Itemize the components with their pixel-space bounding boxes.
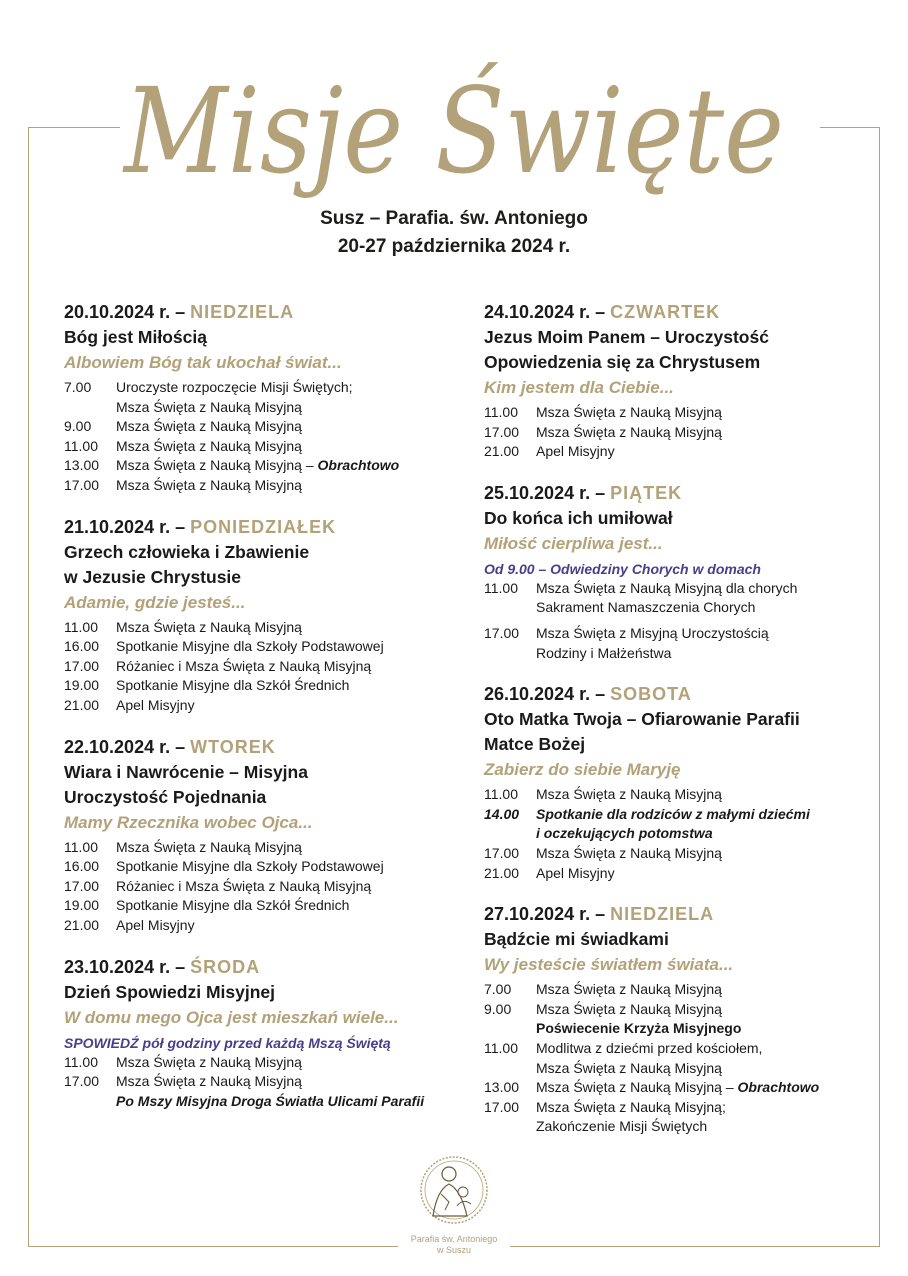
page-title-text: Misje Święte <box>122 62 784 200</box>
schedule-row <box>64 618 464 638</box>
event-time: 14.00 <box>484 805 520 822</box>
day-heading <box>64 734 464 760</box>
event-continuation: Rodziny i Małżeństwa <box>536 644 672 661</box>
event-time: 11.00 <box>64 437 98 454</box>
event-description <box>536 1098 884 1118</box>
event-continuation: Zakończenie Misji Świętych <box>536 1118 708 1135</box>
schedule-row <box>484 980 884 1000</box>
day-motto: Adamie, gdzie jesteś... <box>64 592 246 612</box>
event-time: 17.00 <box>484 844 520 861</box>
day-motto: Albowiem Bóg tak ukochał świat... <box>64 353 342 372</box>
schedule-day-section <box>484 681 884 883</box>
day-heading <box>484 480 884 506</box>
event-time: 17.00 <box>484 624 520 641</box>
logo-caption-line2: w Suszu <box>436 1245 471 1255</box>
day-name: ŚRODA <box>190 956 261 977</box>
day-motto: Zabierz do siebie Maryję <box>484 760 681 780</box>
event-text: Apel Misyjny <box>116 916 195 933</box>
parish-logo-caption <box>354 1234 554 1256</box>
day-motto: Mamy Rzecznika wobec Ojca... <box>64 812 313 832</box>
event-time: 21.00 <box>484 443 520 460</box>
event-text: Msza Święta z Nauką Misyjną <box>536 423 722 440</box>
day-motto: W domu mego Ojca jest mieszkań wiele... <box>64 1007 399 1027</box>
event-time: 17.00 <box>484 423 520 440</box>
day-date: 23.10.2024 r. – <box>64 956 191 977</box>
frame-bottom-right <box>510 1246 880 1247</box>
schedule-row <box>484 403 884 423</box>
event-description <box>536 864 884 884</box>
event-description <box>116 637 464 657</box>
event-time: 21.00 <box>64 916 100 933</box>
schedule-row <box>484 864 884 884</box>
frame-bottom-left <box>28 1246 398 1247</box>
event-description <box>536 442 884 462</box>
event-text: Różaniec i Msza Święta z Nauką Misyjną <box>116 877 372 894</box>
event-text: Msza Święta z Nauką Misyjną <box>536 786 722 803</box>
event-text: Msza Święta z Nauką Misyjną <box>116 437 302 454</box>
schedule-day-section <box>484 480 884 663</box>
event-time: 9.00 <box>64 418 92 435</box>
day-name: NIEDZIELA <box>610 904 715 925</box>
event-time: 17.00 <box>64 877 100 894</box>
schedule-row <box>64 437 464 457</box>
event-time: 17.00 <box>64 1073 100 1090</box>
event-description <box>116 676 464 696</box>
schedule-day-section <box>484 299 884 462</box>
day-name: PIĄTEK <box>610 482 683 503</box>
event-description <box>116 437 464 457</box>
schedule-row <box>64 456 464 476</box>
schedule-row <box>484 785 884 805</box>
event-description <box>116 378 464 398</box>
event-text: Apel Misyjny <box>116 696 195 713</box>
schedule-row <box>64 378 464 398</box>
event-time: 16.00 <box>64 638 100 655</box>
day-date: 24.10.2024 r. – <box>484 302 611 322</box>
subtitle-dates: 20-27 października 2024 r. <box>337 236 571 257</box>
event-time: 19.00 <box>64 677 100 694</box>
day-heading <box>484 681 884 707</box>
event-time: 9.00 <box>484 1000 512 1017</box>
schedule-row <box>64 838 464 858</box>
event-time: 17.00 <box>484 1098 520 1115</box>
event-description <box>536 1000 884 1020</box>
schedule-row <box>484 442 884 462</box>
event-description <box>536 980 884 1000</box>
event-description <box>116 1072 464 1092</box>
event-text: Msza Święta z Nauką Misyjną – <box>536 1079 738 1096</box>
day-name: WTOREK <box>190 736 276 757</box>
event-description <box>116 696 464 716</box>
day-theme: Wiara i Nawrócenie – Misyjna <box>64 761 308 782</box>
event-text: Apel Misyjny <box>536 443 615 460</box>
schedule-row <box>484 1000 884 1020</box>
schedule-row <box>64 417 464 437</box>
event-text: Msza Święta z Nauką Misyjną; <box>536 1098 726 1115</box>
event-time: 11.00 <box>64 838 98 855</box>
day-motto: Miłość cierpliwa jest... <box>484 533 663 553</box>
day-date: 21.10.2024 r. – <box>64 516 191 537</box>
event-text: Msza Święta z Nauką Misyjną <box>536 404 722 420</box>
day-heading <box>64 954 464 980</box>
event-description <box>536 844 884 864</box>
event-description <box>116 618 464 638</box>
event-time: 11.00 <box>484 1039 518 1056</box>
schedule-row <box>484 1039 884 1059</box>
event-time: 7.00 <box>64 379 92 395</box>
saint-anthony-seal-icon <box>419 1150 489 1232</box>
event-time: 11.00 <box>484 579 518 596</box>
schedule-row <box>64 676 464 696</box>
schedule-day-section <box>64 954 464 1112</box>
schedule-day-section <box>484 901 884 1137</box>
event-text: Spotkanie Misyjne dla Szkoły Podstawowej <box>116 638 384 655</box>
day-name: CZWARTEK <box>610 302 721 322</box>
frame-left <box>28 127 29 1247</box>
day-theme: Do końca ich umiłował <box>484 507 673 528</box>
schedule-row <box>64 637 464 657</box>
event-description <box>116 857 464 877</box>
event-text: Spotkanie Misyjne dla Szkoły Podstawowej <box>116 858 384 875</box>
event-description <box>116 456 464 476</box>
schedule-row <box>64 1072 464 1092</box>
event-continuation: Msza Święta z Nauką Misyjną <box>116 398 302 415</box>
event-text: Msza Święta z Nauką Misyjną <box>116 618 302 635</box>
schedule-row <box>484 1098 884 1118</box>
event-time: 21.00 <box>64 696 100 713</box>
event-location: Obrachtowo <box>737 1079 820 1096</box>
event-text: Modlitwa z dziećmi przed kościołem, <box>536 1039 763 1056</box>
event-description <box>536 1078 884 1098</box>
schedule-row <box>484 423 884 443</box>
day-name: SOBOTA <box>610 684 692 705</box>
event-description <box>116 657 464 677</box>
event-description <box>536 403 884 423</box>
day-motto: Kim jestem dla Ciebie... <box>484 378 674 397</box>
event-description <box>116 896 464 916</box>
left-column <box>64 299 464 1129</box>
page-title <box>100 22 808 212</box>
day-theme: Matce Bożej <box>484 734 586 755</box>
schedule-row <box>64 657 464 677</box>
schedule-day-section <box>64 299 464 496</box>
day-heading <box>64 514 464 540</box>
event-text: Msza Święta z Nauką Misyjną <box>116 838 302 855</box>
event-time: 17.00 <box>64 476 100 493</box>
event-time: 13.00 <box>484 1079 520 1096</box>
event-text: Różaniec i Msza Święta z Nauką Misyjną <box>116 657 372 674</box>
event-description <box>536 1039 884 1059</box>
day-note: SPOWIEDŹ pół godziny przed każdą Mszą Świętą <box>64 1034 391 1051</box>
schedule-row <box>484 1078 884 1098</box>
day-motto: Wy jesteście światłem świata... <box>484 955 734 975</box>
event-text: Msza Święta z Nauką Misyjną – <box>116 457 318 474</box>
day-theme: Bądźcie mi świadkami <box>484 929 669 950</box>
schedule-day-section <box>64 734 464 936</box>
day-theme: Jezus Moim Panem – Uroczystość <box>484 327 769 347</box>
day-date: 26.10.2024 r. – <box>484 684 611 705</box>
schedule-row <box>484 844 884 864</box>
event-continuation: Sakrament Namaszczenia Chorych <box>536 599 756 616</box>
schedule-row <box>484 579 884 599</box>
schedule-row <box>64 476 464 496</box>
right-column <box>484 299 884 1155</box>
event-time: 7.00 <box>484 981 512 998</box>
event-time: 13.00 <box>64 457 100 474</box>
day-theme: Dzień Spowiedzi Misyjnej <box>64 981 276 1002</box>
event-description <box>116 417 464 437</box>
day-name: PONIEDZIAŁEK <box>190 516 337 537</box>
frame-top-right <box>820 127 880 128</box>
day-theme: Bóg jest Miłością <box>64 327 207 347</box>
day-theme: Grzech człowieka i Zbawienie <box>64 541 310 562</box>
event-text: Msza Święta z Nauką Misyjną <box>536 844 722 861</box>
event-time: 11.00 <box>484 786 518 803</box>
schedule-row <box>64 696 464 716</box>
event-text: Msza Święta z Nauką Misyjną <box>536 1000 722 1017</box>
day-name: NIEDZIELA <box>190 302 295 322</box>
event-description <box>116 476 464 496</box>
event-continuation: Msza Święta z Nauką Misyjną <box>536 1059 722 1076</box>
event-time: 11.00 <box>64 618 98 635</box>
event-continuation: i oczekujących potomstwa <box>536 825 713 842</box>
event-text: Spotkanie Misyjne dla Szkół Średnich <box>116 677 350 694</box>
subtitle-parish: Susz – Parafia. św. Antoniego <box>320 208 588 229</box>
event-description <box>536 785 884 805</box>
event-description <box>536 805 884 825</box>
event-description <box>116 1053 464 1073</box>
day-theme: w Jezusie Chrystusie <box>64 566 242 587</box>
schedule-row <box>484 805 884 825</box>
event-continuation: Po Mszy Misyjna Droga Światła Ulicami Parafii <box>116 1092 425 1109</box>
event-text: Msza Święta z Misyjną Uroczystością <box>536 624 769 641</box>
event-text: Msza Święta z Nauką Misyjną <box>116 418 302 435</box>
event-description <box>116 838 464 858</box>
event-text: Msza Święta z Nauką Misyjną <box>116 476 302 493</box>
event-continuation: Poświecenie Krzyża Misyjnego <box>536 1020 742 1037</box>
schedule-row <box>64 1053 464 1073</box>
day-heading <box>64 299 464 325</box>
event-description <box>536 624 884 644</box>
day-note: Od 9.00 – Odwiedziny Chorych w domach <box>484 560 761 577</box>
event-text: Spotkanie dla rodziców z małymi dziećmi <box>536 805 810 822</box>
event-description <box>116 916 464 936</box>
day-theme: Oto Matka Twoja – Ofiarowanie Parafii <box>484 709 800 730</box>
event-text: Msza Święta z Nauką Misyjną <box>536 981 722 998</box>
event-time: 11.00 <box>484 404 518 420</box>
schedule-row <box>64 857 464 877</box>
event-time: 17.00 <box>64 657 100 674</box>
event-time: 11.00 <box>64 1053 98 1070</box>
event-text: Msza Święta z Nauką Misyjną <box>116 1073 302 1090</box>
day-date: 25.10.2024 r. – <box>484 482 611 503</box>
event-text: Spotkanie Misyjne dla Szkół Średnich <box>116 897 350 914</box>
day-heading <box>484 901 884 927</box>
schedule-row <box>484 624 884 644</box>
event-description <box>536 579 884 599</box>
event-text: Apel Misyjny <box>536 864 615 881</box>
schedule-row <box>64 916 464 936</box>
day-date: 22.10.2024 r. – <box>64 736 191 757</box>
schedule-row <box>64 877 464 897</box>
event-text: Msza Święta z Nauką Misyjną dla chorych <box>536 579 798 596</box>
event-text: Uroczyste rozpoczęcie Misji Świętych; <box>116 379 353 395</box>
day-date: 27.10.2024 r. – <box>484 904 611 925</box>
day-heading <box>484 299 884 325</box>
event-time: 16.00 <box>64 858 100 875</box>
logo-caption-line1: Parafia św. Antoniego <box>410 1234 498 1244</box>
day-theme: Opowiedzenia się za Chrystusem <box>484 352 761 372</box>
day-theme: Uroczystość Pojednania <box>64 786 267 807</box>
schedule-day-section <box>64 514 464 716</box>
event-text: Msza Święta z Nauką Misyjną <box>116 1053 302 1070</box>
event-description <box>116 877 464 897</box>
event-time: 21.00 <box>484 864 520 881</box>
event-time: 19.00 <box>64 897 100 914</box>
event-location: Obrachtowo <box>317 457 400 474</box>
schedule-row <box>64 896 464 916</box>
day-date: 20.10.2024 r. – <box>64 302 191 322</box>
event-description <box>536 423 884 443</box>
